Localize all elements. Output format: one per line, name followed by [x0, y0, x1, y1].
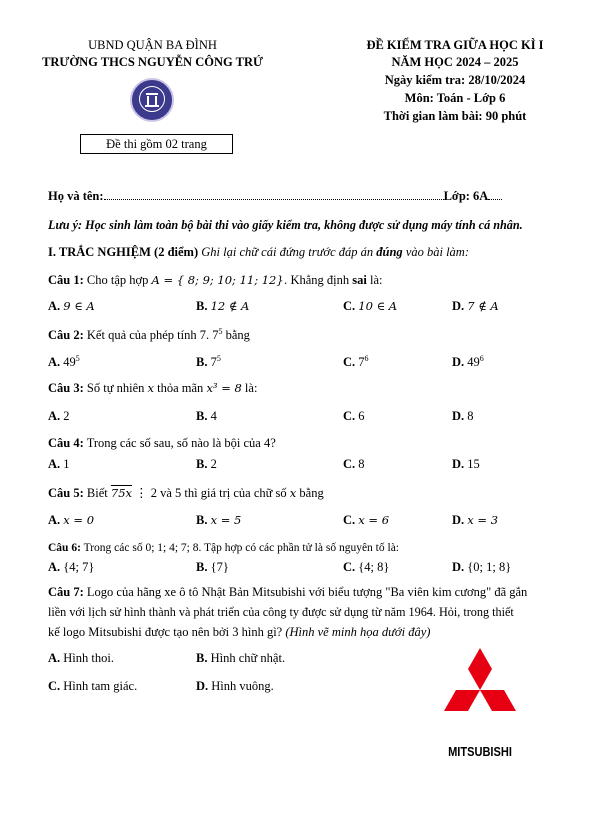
question-1: Câu 1: Cho tập hợp A = { 8; 9; 10; 11; 12}. Khẳng định sai là:: [48, 273, 383, 287]
q6-option-a[interactable]: A. {4; 7}: [48, 560, 95, 574]
question-2: Câu 2: Kết quả của phép tính 7. $7^5$ bằng: [48, 327, 250, 343]
question-4: Câu 4: Trong các số sau, số nào là bội của 4?: [48, 436, 276, 450]
section-1-instruction: Ghi lại chữ cái đứng trước đáp án đúng vào bài làm:: [201, 245, 469, 259]
q2-option-c[interactable]: C. $7^6$: [343, 354, 369, 370]
q3-option-c[interactable]: C. 6: [343, 409, 365, 423]
q6-option-b[interactable]: B. {7}: [196, 560, 229, 574]
class-field[interactable]: [488, 199, 502, 200]
school-logo: [130, 78, 174, 122]
exam-title: ĐỀ KIỂM TRA GIỮA HỌC KÌ I: [366, 38, 544, 52]
mitsubishi-wordmark: MITSUBISHI: [448, 744, 512, 759]
school-year: NĂM HỌC 2024 – 2025: [391, 55, 519, 69]
school-name: TRƯỜNG THCS NGUYỄN CÔNG TRỨ: [42, 55, 263, 69]
question-7-line-1: Câu 7: Logo của hãng xe ô tô Nhật Bản Mitsubishi với biểu tượng "Ba viên kim cương" đã gắn: [48, 585, 528, 599]
authority-name: UBND QUẬN BA ĐÌNH: [88, 38, 217, 52]
q5-option-d[interactable]: D. x = 3: [452, 513, 499, 527]
q1-option-c[interactable]: C. 10 ∈ A: [343, 299, 398, 313]
q2-option-b[interactable]: B. $7^5$: [196, 354, 221, 370]
school-logo-emblem: [139, 86, 165, 112]
q7-option-c[interactable]: C. Hình tam giác.: [48, 679, 138, 693]
q4-option-c[interactable]: C. 8: [343, 457, 365, 471]
q5-option-b[interactable]: B. x = 5: [196, 513, 242, 527]
q6-option-d[interactable]: D. {0; 1; 8}: [452, 560, 512, 574]
question-7-line-3: kế logo Mitsubishi được tạo nên bởi 3 hình gì? (Hình vẽ minh họa dưới đây): [48, 625, 431, 639]
exam-note: Lưu ý: Học sinh làm toàn bộ bài thi vào giấy kiểm tra, không được sử dụng máy tính cá nhân.: [48, 218, 523, 232]
duration: Thời gian làm bài: 90 phút: [383, 109, 527, 123]
pages-note: Đề thi gồm 02 trang: [106, 137, 207, 151]
q4-option-d[interactable]: D. 15: [452, 457, 480, 471]
question-6: Câu 6: Trong các số 0; 1; 4; 7; 8. Tập hợp có các phần tử là số nguyên tố là:: [48, 542, 399, 554]
q7-option-b[interactable]: B. Hình chữ nhật.: [196, 651, 286, 665]
q5-option-c[interactable]: C. x = 6: [343, 513, 390, 527]
question-5: Câu 5: Biết 75x ⋮ 2 và 5 thì giá trị của chữ số x bằng: [48, 486, 324, 500]
section-1-title: I. TRẮC NGHIỆM (2 điểm): [48, 245, 199, 259]
class-label: Lớp: 6A: [443, 189, 489, 203]
question-3: Câu 3: Số tự nhiên x thỏa mãn x³ = 8 là:: [48, 381, 258, 395]
pages-note-box: [80, 134, 233, 154]
exam-date: Ngày kiểm tra: 28/10/2024: [384, 73, 526, 87]
temple-icon: [140, 87, 164, 111]
q2-option-a[interactable]: A. $49^5$: [48, 354, 80, 370]
student-info-line: [48, 189, 502, 204]
mitsubishi-logo: [430, 648, 530, 763]
q3-option-a[interactable]: A. 2: [48, 409, 70, 423]
question-7-line-2: liền với lịch sử hình thành và phát triển của công ty được sử dụng từ năm 1964. Hỏi, trong thiết: [48, 605, 514, 619]
q1-option-a[interactable]: A. 9 ∈ A: [48, 299, 95, 313]
subject: Môn: Toán - Lớp 6: [404, 91, 506, 105]
q5-option-a[interactable]: A. x = 0: [48, 513, 95, 527]
q3-option-b[interactable]: B. 4: [196, 409, 217, 423]
three-diamonds-icon: [430, 648, 530, 748]
q1-option-b[interactable]: B. 12 ∉ A: [196, 299, 250, 313]
name-label: Họ và tên:: [48, 189, 104, 203]
q4-option-b[interactable]: B. 2: [196, 457, 217, 471]
name-field[interactable]: [104, 199, 444, 200]
q7-option-a[interactable]: A. Hình thoi.: [48, 651, 114, 665]
q3-option-d[interactable]: D. 8: [452, 409, 474, 423]
section-1-heading: [48, 245, 469, 260]
q1-option-d[interactable]: D. 7 ∉ A: [452, 299, 499, 313]
q2-option-d[interactable]: D. $49^6$: [452, 354, 484, 370]
q7-option-d[interactable]: D. Hình vuông.: [196, 679, 274, 693]
q6-option-c[interactable]: C. {4; 8}: [343, 560, 390, 574]
q4-option-a[interactable]: A. 1: [48, 457, 70, 471]
